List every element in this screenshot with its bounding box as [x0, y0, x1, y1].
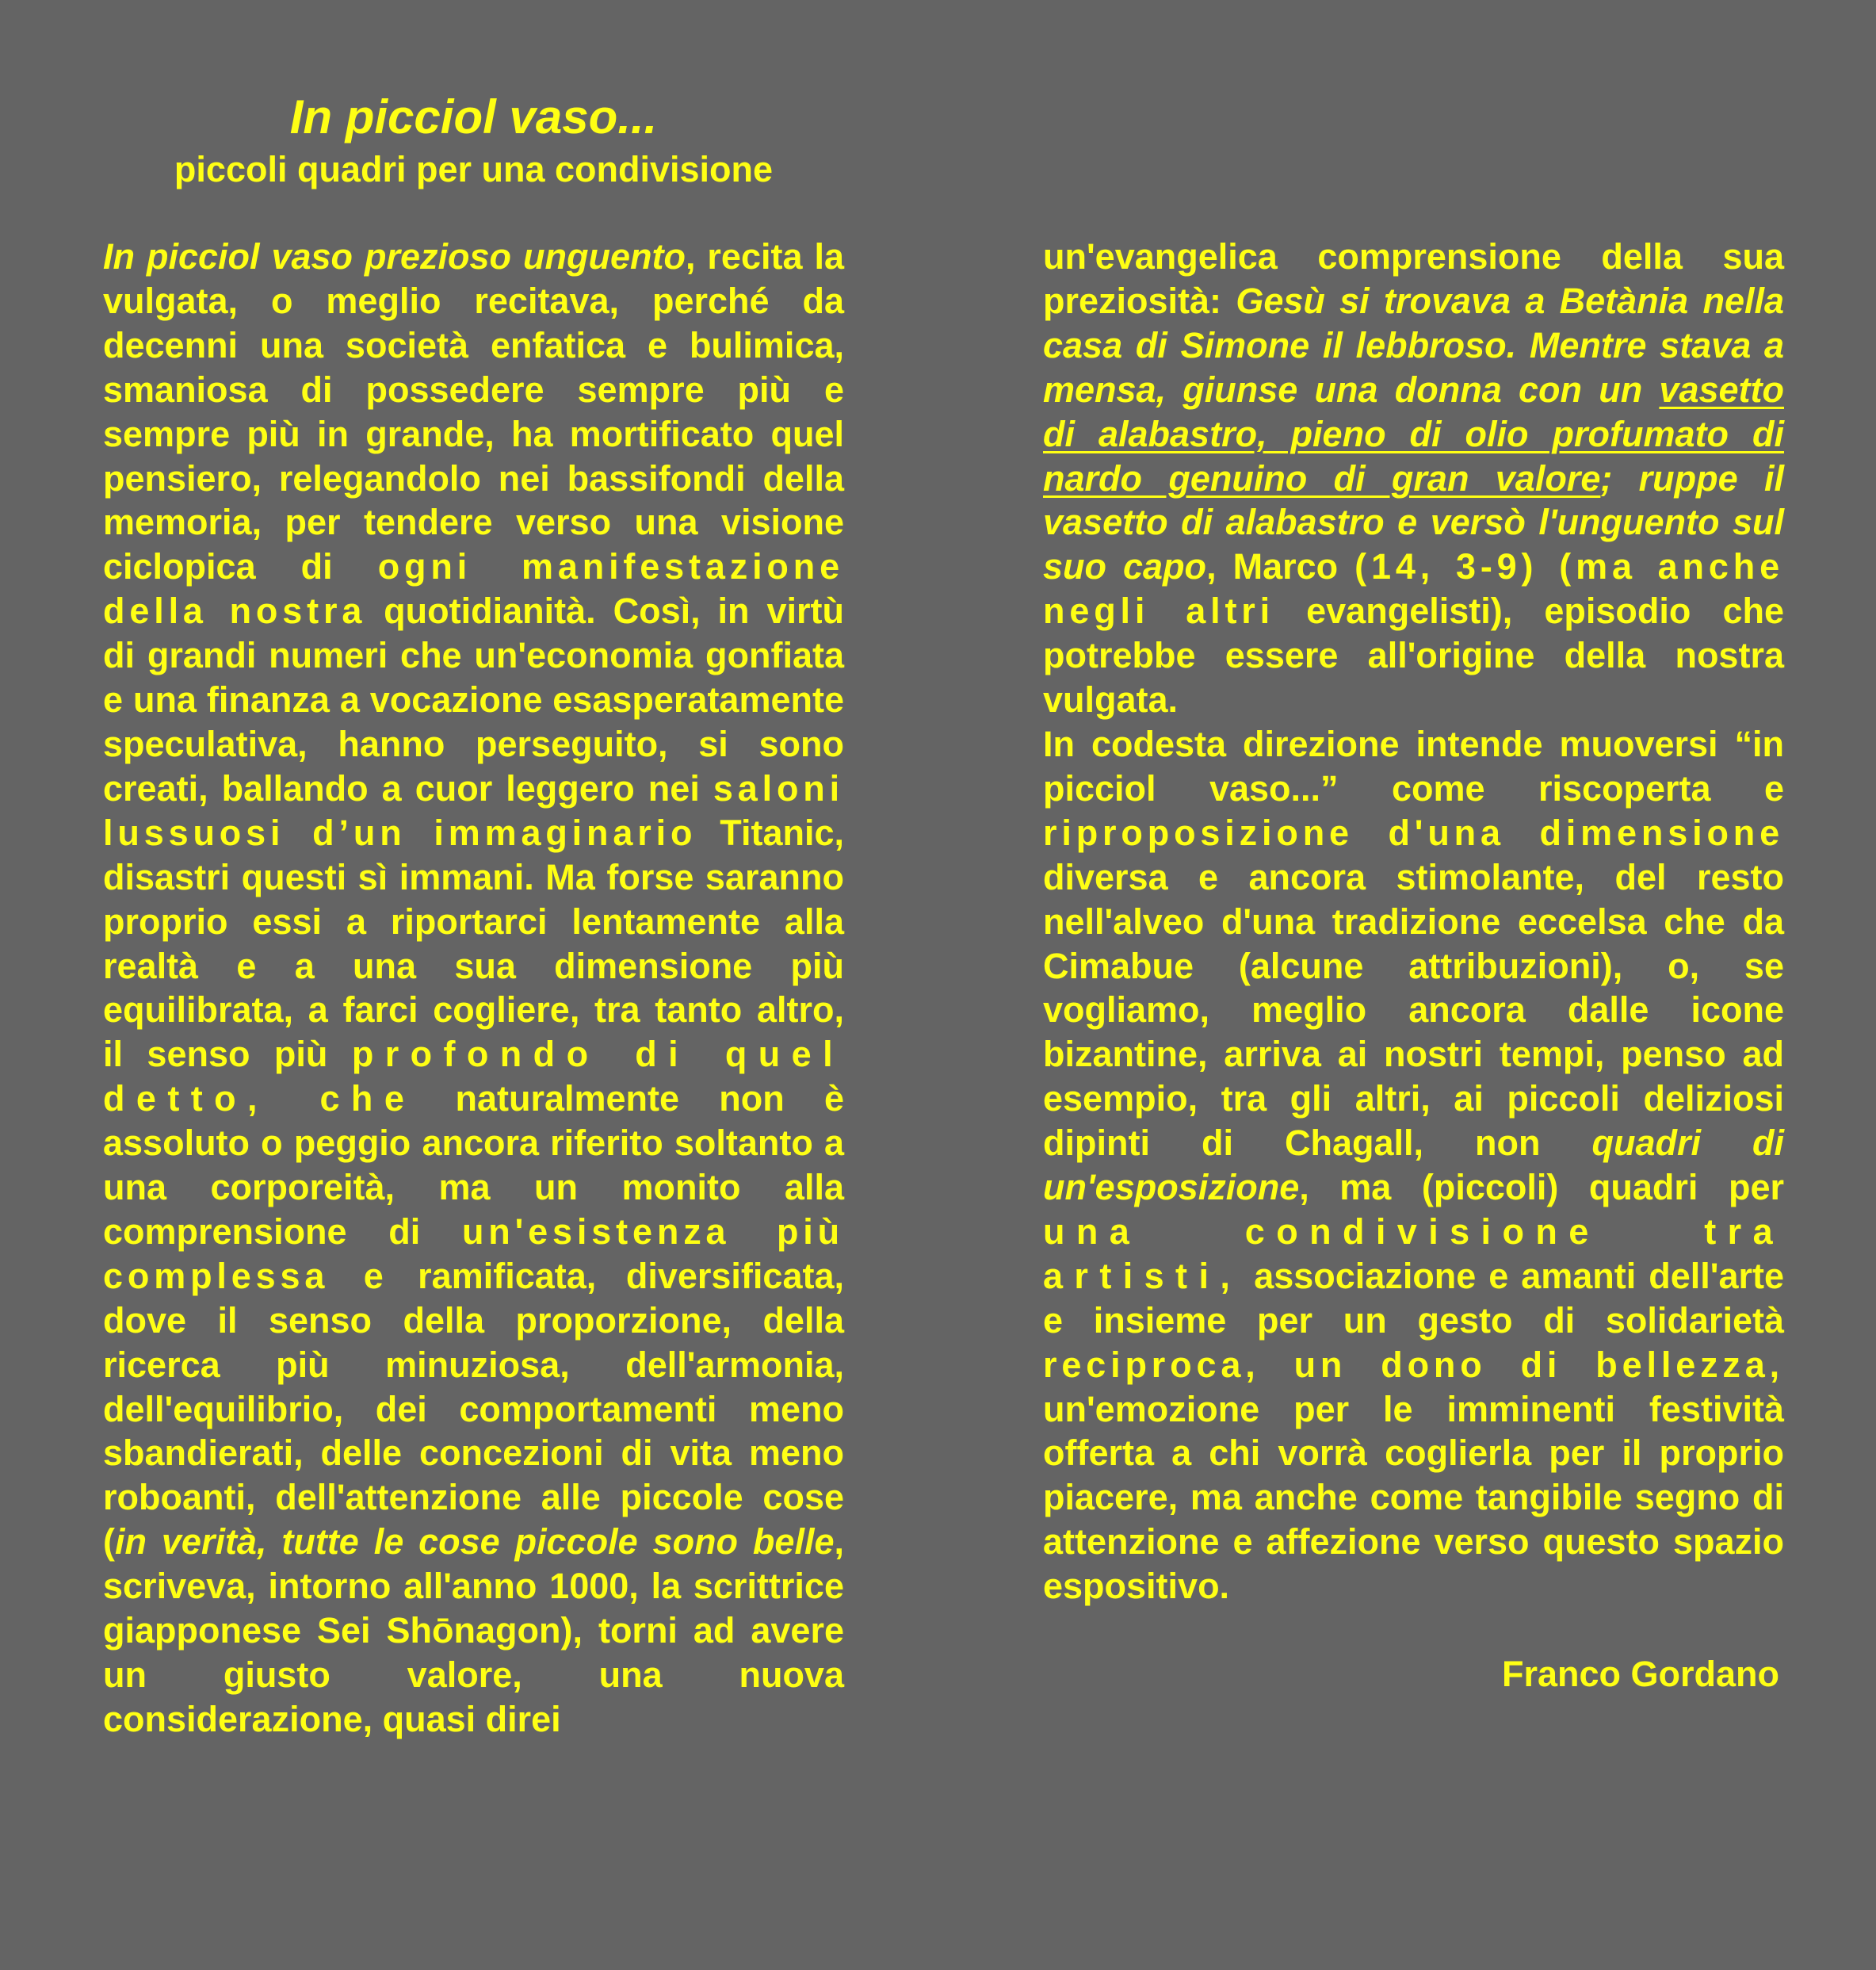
right-paragraph-2	[1043, 722, 1784, 1609]
right-spaced-4: reciproca, un dono di bellezza,	[1043, 1344, 1784, 1385]
right-spaced-1: (14, 3-9) (ma anche negli altri	[1043, 546, 1784, 632]
left-text-2: quotidianità. Così, in virtù di grandi numeri che un'economia gonfiata e una finanza a vocazione esasperatamente speculativa, hanno perseguito, si sono creati, ballando a cuor leggero nei	[103, 591, 844, 809]
right-text-7: associazione e amanti dell'arte e insieme per un gesto di solidarietà	[1043, 1255, 1784, 1341]
right-text-3: evangelisti), episodio che potrebbe essere all'origine della nostra vulgata.	[1043, 591, 1785, 721]
right-text-1: un'evangelica comprensione della sua preziosità:	[1043, 236, 1784, 321]
left-italic-opening: In picciol vaso prezioso unguento	[103, 236, 686, 277]
left-text-6: , scriveva, intorno all'anno 1000, la scrittrice giapponese Sei Shōnagon), torni ad avere un giusto valore, una nuova considerazione, quasi direi	[103, 1521, 844, 1739]
right-italic-3: quadri di un'esposizione	[1043, 1123, 1784, 1208]
left-spaced-2: saloni lussuosi d’un immaginario	[103, 767, 844, 853]
left-column	[103, 235, 844, 1742]
right-text-8: un'emozione per le imminenti festività offerta a chi vorrà coglierla per il proprio piacere, ma anche come tangibile segno di attenzione e affezione verso questo spazio espositivo.	[1043, 1388, 1784, 1607]
right-column	[1043, 235, 1784, 1609]
page-title: In picciol vaso...	[289, 90, 658, 143]
right-spaced-3: una condivisione tra artisti,	[1043, 1211, 1784, 1296]
right-paragraph-1	[1043, 235, 1784, 722]
left-text-5: ramificata, diversificata, dove il senso della proporzione, della ricerca più minuziosa, dell'armonia, dell'equilibrio, dei comportamenti meno sbandierati, delle concezioni di vita meno roboanti, dell'attenzione alle piccole cose (	[103, 1255, 844, 1563]
right-text-5: diversa e ancora stimolante, del resto nell'alveo d'una tradizione eccelsa che da Cimabue (alcune attribuzioni), o, se vogliamo, meglio ancora dalle icone bizantine, arriva ai nostri tempi, penso ad esempio, tra gli altri, ai piccoli deliziosi dipinti di Chagall, non	[1043, 856, 1784, 1164]
left-text-3: Titanic, disastri questi sì immani. Ma forse saranno proprio essi a riportarci lentamente alla realtà e a una sua dimensione più equilibrata, a farci cogliere, tra tanto altro, il senso più	[103, 812, 844, 1075]
right-italic-underlined: vasetto di alabastro, pieno di olio profumato di nardo genuino di gran valore	[1043, 369, 1784, 499]
left-italic-quote: in verità, tutte le cose piccole sono belle	[115, 1521, 835, 1563]
right-text-6: , ma (piccoli) quadri per	[1299, 1167, 1784, 1208]
right-italic-1: Gesù si trovava a Betània nella casa di Simone il lebbroso. Mentre stava a mensa, giunse una donna con un	[1043, 280, 1785, 410]
page-subtitle: piccoli quadri per una condivisione	[174, 149, 774, 189]
left-spaced-4: un'esistenza più complessa e	[103, 1211, 844, 1296]
right-italic-2: ; ruppe il vasetto di alabastro e versò l'unguento sul suo capo	[1043, 457, 1784, 587]
right-text-2: , Marco	[1206, 546, 1355, 587]
left-text-4: naturalmente non è assoluto o peggio ancora riferito soltanto a una corporeità, ma un monito alla comprensione di	[103, 1078, 844, 1252]
right-text-4: In codesta direzione intende muoversi “in picciol vaso...” come riscoperta e	[1043, 723, 1784, 809]
left-spaced-3: profondo di quel detto, che	[103, 1034, 845, 1119]
left-paragraph	[103, 235, 844, 1742]
left-text-1: , recita la vulgata, o meglio recitava, perché da decenni una società enfatica e bulimica, smaniosa di possedere sempre più e sempre più in grande, ha mortificato quel pensiero, relegandolo nei bassifondi della memoria, per tendere verso una visione ciclopica di	[103, 236, 845, 587]
left-spaced-1: ogni manifestazione della nostra	[103, 546, 844, 632]
right-spaced-2: riproposizione d'una dimensione	[1043, 812, 1784, 853]
author-signature: Franco Gordano	[1501, 1654, 1779, 1694]
